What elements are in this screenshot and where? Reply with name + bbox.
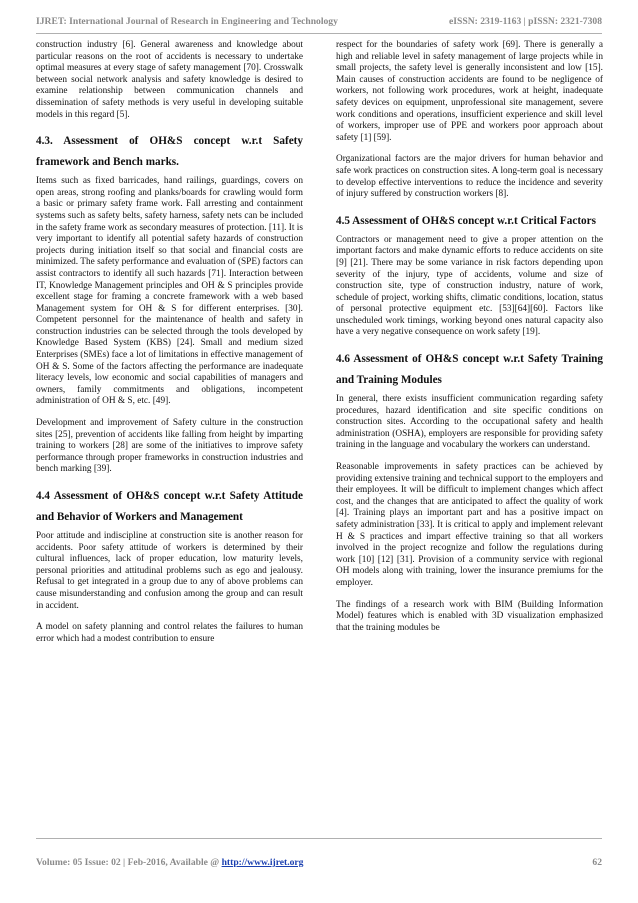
section-heading-4-5: 4.5 Assessment of OH&S concept w.r.t Critical Factors [336, 214, 596, 227]
header-divider [36, 33, 602, 34]
paragraph: Development and improvement of Safety culture in the construction sites [25], prevention of accidents like falling from height by imparting training to workers [28] are some of the initiatives to improve safety performance through proper frameworks in construction industries and bench marking [39]. [36, 418, 303, 475]
issn-info: eISSN: 2319-1163 | pISSN: 2321-7308 [449, 16, 602, 27]
paragraph: The findings of a research work with BIM (Building Information Model) features which is enabled with 3D visualization emphasized that the training modules be [336, 599, 603, 633]
volume-text: Volume: 05 Issue: 02 | Feb-2016, Available @ [36, 857, 222, 868]
paragraph: respect for the boundaries of safety work [69]. There is generally a high and reliable level in safety management of large projects while in small projects, the safety level is generally inconsistent and low [15]. Main causes of construction accidents are found to be negligence of workers, not following work procedures, work at height, inadequate safety devices on equipment, unprofessional site management, severe work conditions and operations, insufficient experience and skill level of workers, improper use of PPE and workers poor approach about safety [1] [59]. [336, 40, 603, 143]
paragraph: Reasonable improvements in safety practices can be achieved by providing extensive training and technical support to the employers and their employees. It will be difficult to implement changes which affect cost, and the changes that are anticipated to affect the quality of work [4]. Training plays an important part and has a positive impact on safety administration [33]. It is critical to apply and implement relevant H & S practices and impart effective training so that all workers involved in the project recognize and follow the regulations during work [10] [12] [31]. Provision of a community service with regional OH models along with training, lower the insurance premiums for the employer. [336, 462, 603, 588]
section-heading-4-6: 4.6 Assessment of OH&S concept w.r.t Safety Training and Training Modules [336, 353, 603, 387]
paragraph: In general, there exists insufficient communication regarding safety procedures, hazard identification and site specific conditions on construction sites. According to the occupational safety and health administration (OSHA), employers are responsible for providing safety training in the language and vocabulary the workers can understand. [336, 394, 603, 451]
page-number: 62 [592, 857, 602, 868]
journal-title: IJRET: International Journal of Research in Engineering and Technology [36, 16, 338, 27]
paragraph: Items such as fixed barricades, hand railings, guardings, covers on open areas, strong roofing and planks/boards for crawling would form a basic or primary safety frame work. Fall arresting and containment systems such as safety belts, safety harness, safety nets can be included in the safety frame work as secondary measures of protection. [11]. It is very important to identify all potential safety hazards of construction projects during initiation itself so that social and financial costs are minimized. The safety performance and evaluation of (SPE) factors can assist contractors to identify all such hazards [71]. Interaction between IT, Knowledge Management principles and OH & S principles provide excellent stage for framing a concrete framework with a web based Management system for OH & S for different enterprises. [30]. Competent personnel for the maintenance of health and safety in construction industries can be selected through the tools developed by Knowledge Based System (KBS) [24]. Small and medium sized Enterprises (SMEs) face a lot of limitations in effective management of OH & S. Some of the factors affecting the performance are inadequate literacy levels, low economic and social capabilities of managers and owners, family commitments and obligations, incompetent administration of OH & S, etc. [49]. [36, 176, 303, 407]
section-heading-4-3: 4.3. Assessment of OH&S concept w.r.t Safety framework and Bench marks. [36, 135, 303, 169]
paragraph: construction industry [6]. General awareness and knowledge about particular reasons on the root of accidents is necessary to undertake optimal measures at every stage of safety management [70]. Crosswalk between social network analysis and safety knowledge is desired to examine relationship between communication channels and dissemination of safety methods is very useful in developing suitable models in this regard [5]. [36, 40, 303, 120]
section-heading-4-4: 4.4 Assessment of OH&S concept w.r.t Safety Attitude and Behavior of Workers and Management [36, 490, 303, 523]
paragraph: Contractors or management need to give a proper attention on the important factors and make dynamic efforts to reduce accidents on site [9] [21]. There may be some variance in risk factors depending upon severity of the injury, type of accidents, volume and size of construction site, type of construction industry, nature of work, schedule of project, working shifts, climatic conditions, location, status of personal protective equipment etc. [53][64][60]. Factors like unscheduled work timings, working beyond ones natural capacity also have a very negative consequence on work safety [19]. [336, 234, 603, 338]
page-header [36, 16, 602, 27]
volume-info [36, 857, 303, 868]
footer-divider [36, 838, 602, 839]
paragraph: Organizational factors are the major drivers for human behavior and safe work practices on construction sites. A long-term goal is necessary to develop effective interventions to reduce the incidence and severity of injury suffered by construction workers [8]. [336, 154, 603, 200]
left-column [36, 40, 303, 655]
paragraph: Poor attitude and indiscipline at construction site is another reason for accidents. Poor safety attitude of workers is determined by their cultural influences, lack of proper education, low maturity levels, personal priorities and attitudinal problems such as ego and jealousy. Refusal to get integrated in a group due to any of above problems can cause misunderstanding and confusion among the group and can result in accident. [36, 531, 303, 611]
right-column [336, 40, 603, 644]
paragraph: A model on safety planning and control relates the failures to human error which had a modest contribution to ensure [36, 622, 303, 644]
journal-link[interactable]: http://www.ijret.org [221, 857, 304, 868]
page-footer [36, 857, 602, 868]
